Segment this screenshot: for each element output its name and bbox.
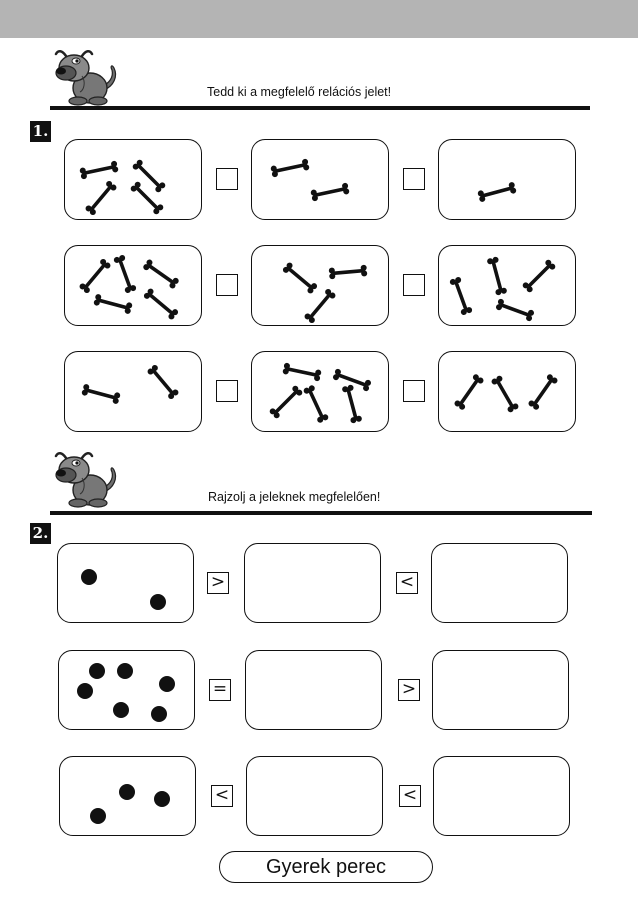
bone-icon (268, 384, 303, 419)
section1-rule (50, 106, 590, 110)
draw-answer-box[interactable] (245, 650, 382, 730)
section1-number: 1. (30, 121, 51, 142)
draw-answer-box[interactable] (246, 756, 383, 836)
bones-box (64, 351, 202, 432)
dot (113, 702, 129, 718)
bone-icon (477, 181, 517, 202)
draw-answer-box[interactable] (244, 543, 381, 623)
relation-sign: = (209, 679, 231, 701)
dots-box (59, 756, 196, 836)
dog-icon (52, 448, 127, 508)
dot (77, 683, 93, 699)
relation-answer-box[interactable] (403, 380, 425, 402)
dots-box (57, 543, 194, 623)
dog-icon (52, 46, 127, 106)
dot (150, 594, 166, 610)
bones-box (438, 245, 576, 326)
bones-box (64, 245, 202, 326)
bone-icon (270, 158, 310, 177)
bone-icon (341, 384, 362, 424)
section2-instruction: Rajzolj a jeleknek megfelelően! (208, 490, 381, 504)
bones-box (251, 245, 389, 326)
bone-icon (79, 160, 119, 179)
dot (117, 663, 133, 679)
dot (89, 663, 105, 679)
bone-icon (93, 293, 133, 314)
dots-box (58, 650, 195, 730)
bone-icon (282, 261, 319, 294)
section2-number: 2. (30, 523, 51, 544)
bones-box (438, 139, 576, 220)
bone-icon (303, 288, 336, 325)
dot (81, 569, 97, 585)
bones-box (64, 139, 202, 220)
relation-answer-box[interactable] (216, 168, 238, 190)
bone-icon (329, 265, 368, 280)
bones-box (438, 351, 576, 432)
draw-answer-box[interactable] (431, 543, 568, 623)
top-bar (0, 0, 638, 38)
footer-label: Gyerek perec (219, 851, 433, 883)
relation-answer-box[interactable] (403, 168, 425, 190)
bone-icon (527, 373, 558, 411)
section1-instruction: Tedd ki a megfelelő relációs jelet! (207, 85, 392, 99)
relation-sign: > (207, 572, 229, 594)
dot (159, 676, 175, 692)
relation-answer-box[interactable] (216, 274, 238, 296)
bone-icon (81, 383, 121, 404)
relation-sign: < (396, 572, 418, 594)
bone-icon (142, 258, 180, 289)
bone-icon (143, 287, 180, 320)
relation-answer-box[interactable] (403, 274, 425, 296)
bone-icon (453, 373, 484, 411)
bone-icon (449, 276, 473, 316)
bone-icon (113, 254, 137, 294)
relation-sign: < (211, 785, 233, 807)
draw-answer-box[interactable] (433, 756, 570, 836)
bone-icon (282, 362, 322, 381)
bone-icon (495, 298, 535, 322)
bone-icon (78, 258, 111, 295)
relation-answer-box[interactable] (216, 380, 238, 402)
bone-icon (490, 375, 519, 414)
bone-icon (84, 180, 117, 217)
bone-icon (521, 258, 556, 293)
bone-icon (486, 256, 507, 296)
bone-icon (310, 182, 350, 201)
bone-icon (146, 364, 179, 401)
section2-rule (50, 511, 592, 515)
dot (151, 706, 167, 722)
bones-box (251, 351, 389, 432)
draw-answer-box[interactable] (432, 650, 569, 730)
relation-sign: < (399, 785, 421, 807)
dot (90, 808, 106, 824)
bone-icon (303, 384, 330, 423)
bones-box (251, 139, 389, 220)
dot (119, 784, 135, 800)
relation-sign: > (398, 679, 420, 701)
dot (154, 791, 170, 807)
